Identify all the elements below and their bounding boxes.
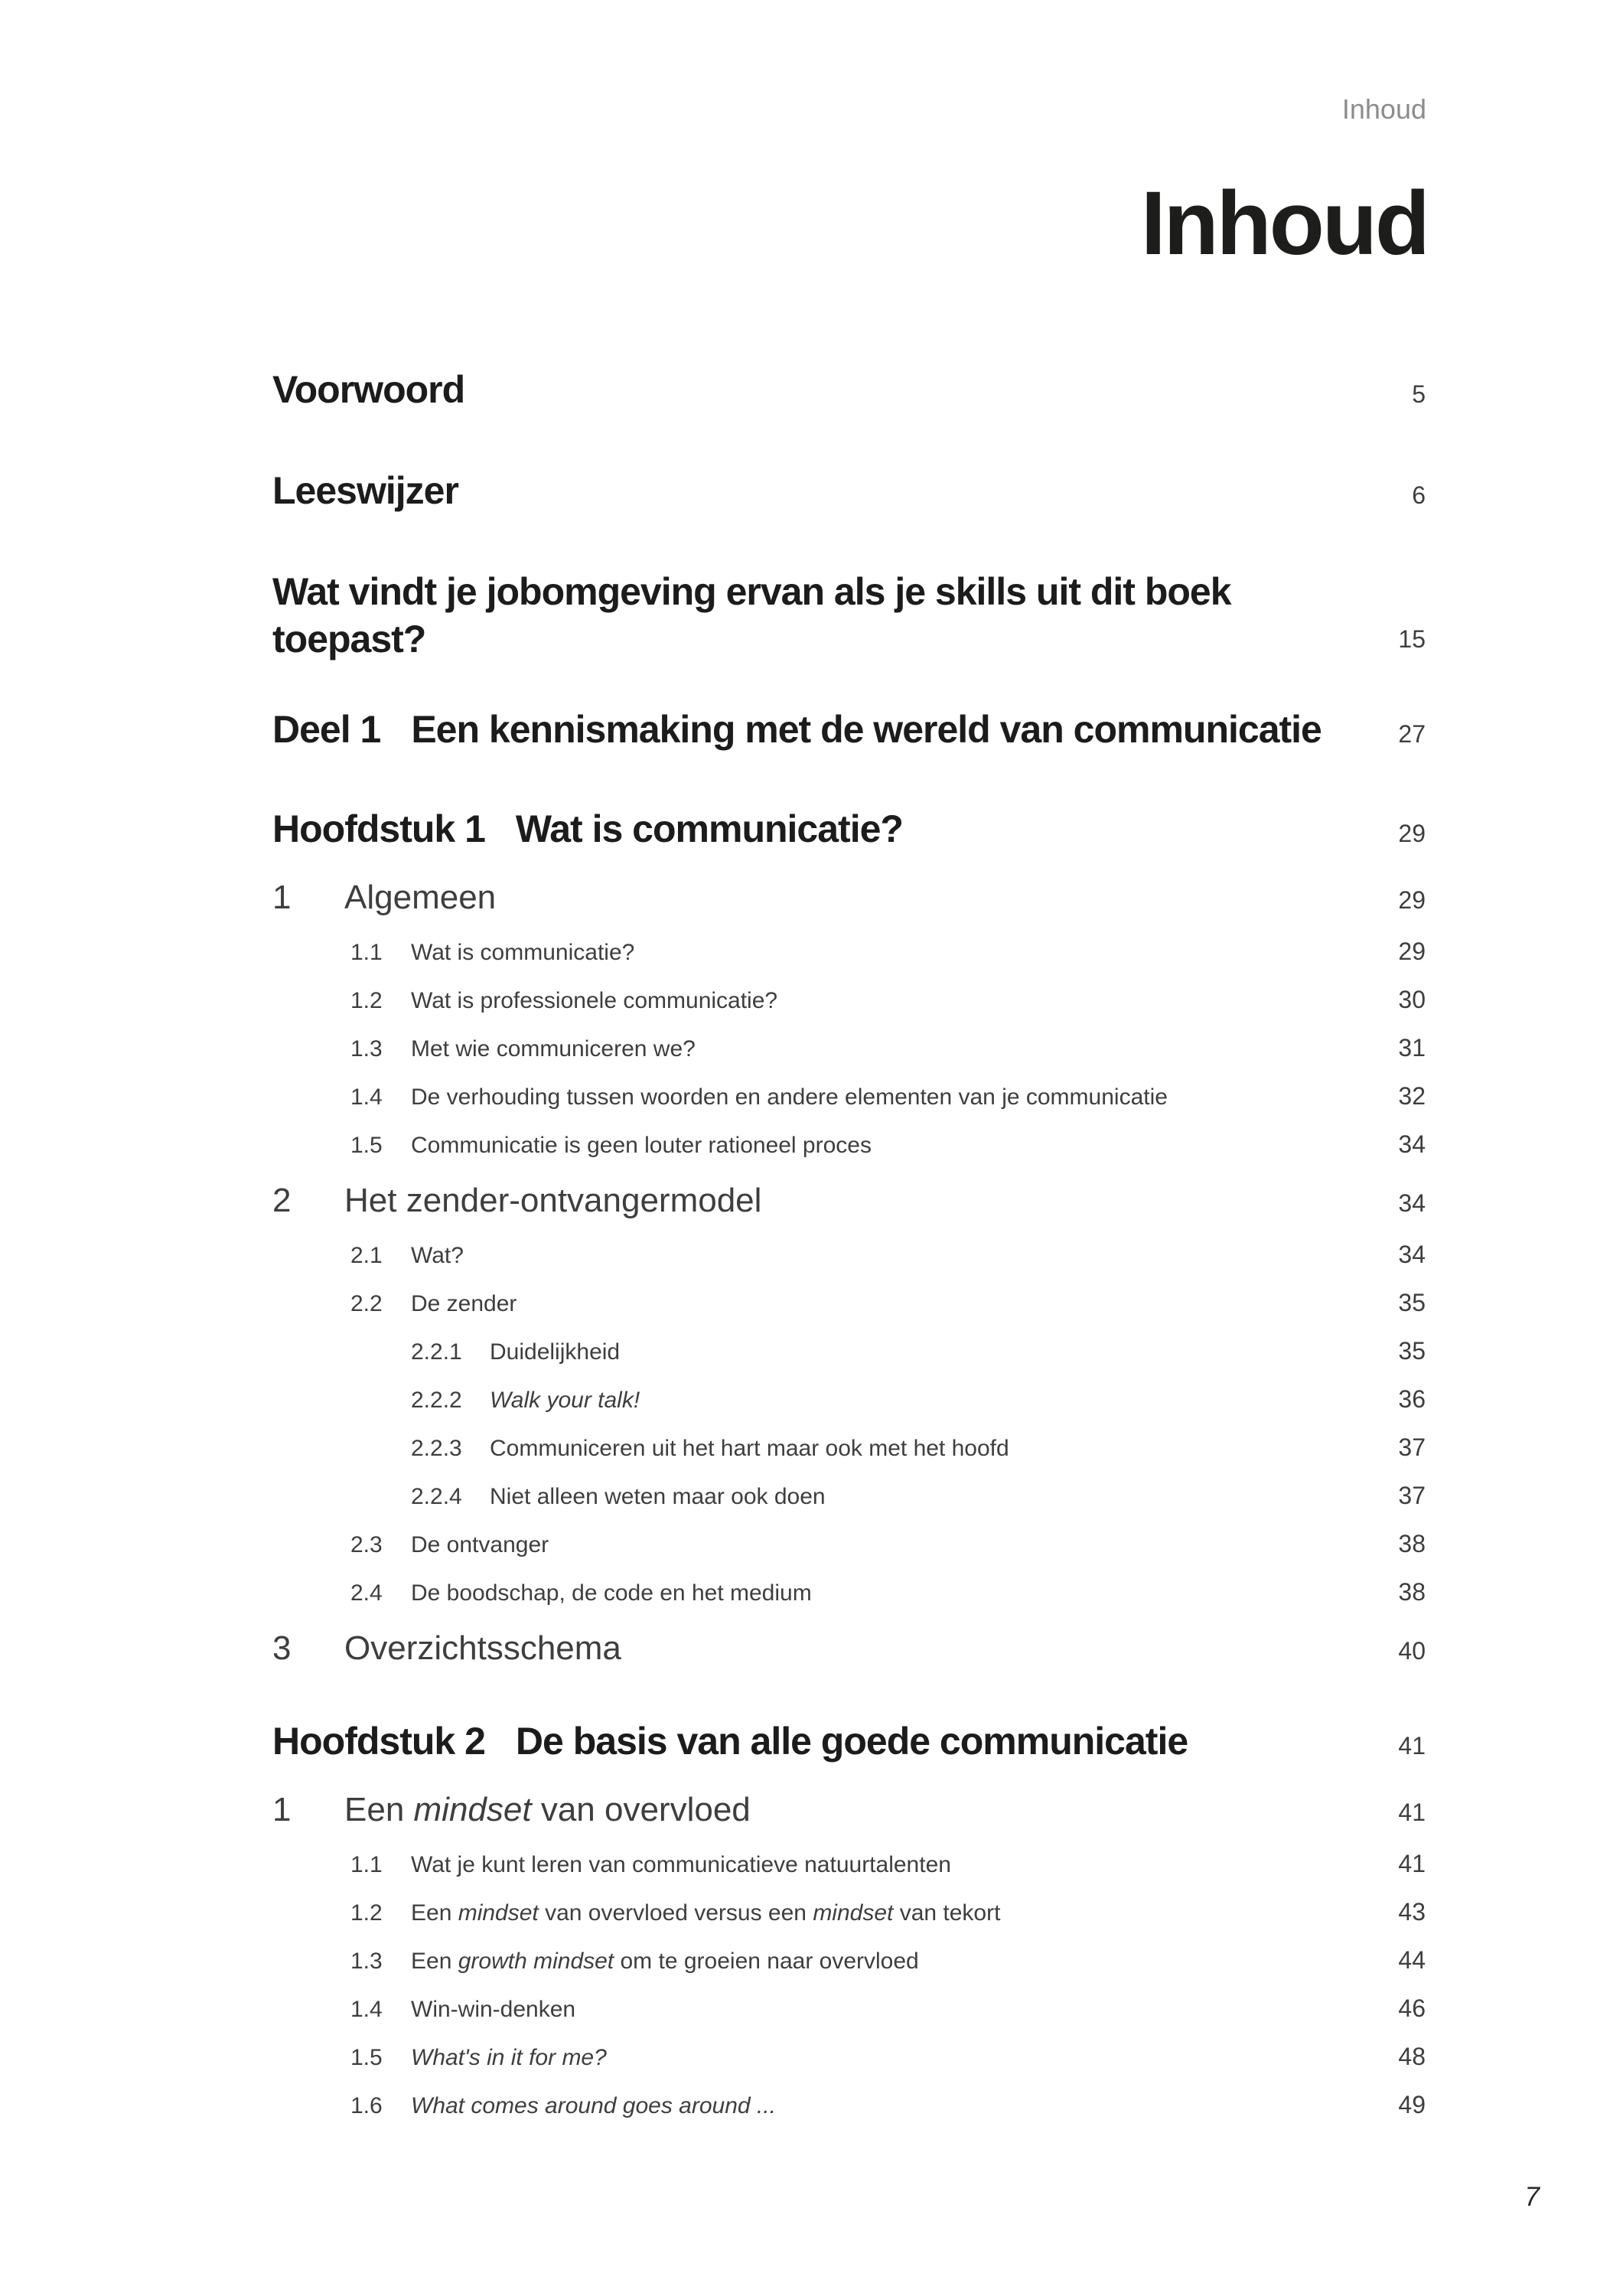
- toc-entry-title: Duidelijkheid: [490, 1339, 621, 1365]
- toc-entry: [272, 467, 1426, 519]
- toc-entry-page: 44: [1398, 1946, 1426, 1974]
- toc-entry-title: Algemeen: [344, 879, 497, 916]
- toc-entry-page: 37: [1398, 1482, 1426, 1509]
- toc-entry-page: 41: [1398, 1850, 1426, 1877]
- toc-entry: [272, 1945, 1426, 1976]
- toc-entry: [272, 1629, 1426, 1670]
- toc-entry-page: 35: [1398, 1337, 1426, 1365]
- toc-entry-title: Voorwoord: [272, 368, 465, 411]
- toc-entry-number: 1.4: [350, 1997, 383, 2022]
- toc-entry: [272, 2042, 1426, 2073]
- toc-entry-page: 38: [1398, 1530, 1426, 1557]
- toc-entry-number: Hoofdstuk 1: [272, 807, 485, 850]
- toc-entry-number: 1.2: [350, 988, 383, 1013]
- toc-entry-title: Overzichtsschema: [344, 1629, 621, 1667]
- toc-entry-number: 2.2.3: [411, 1436, 462, 1461]
- toc-entry-number: 2.2.2: [411, 1388, 462, 1413]
- toc-entry: [272, 568, 1426, 663]
- toc-entry: [272, 1130, 1426, 1160]
- toc-entry-number: 1.3: [350, 1036, 383, 1062]
- toc-entry-number: 2.2.4: [411, 1484, 462, 1509]
- toc-entry-title: Met wie communiceren we?: [411, 1036, 696, 1062]
- toc-entry: [272, 1717, 1426, 1769]
- toc-entry-number: 1: [272, 879, 292, 916]
- toc-entry-number: 1.6: [350, 2093, 383, 2118]
- toc-entry-title: Win-win-denken: [411, 1997, 576, 2022]
- toc-entry-page: 15: [1398, 625, 1426, 653]
- toc-entry-title: De basis van alle goede communicatie: [515, 1720, 1188, 1763]
- toc-entry-number: Deel 1: [272, 708, 381, 751]
- toc-entry-page: 36: [1398, 1385, 1426, 1413]
- toc-entry-page: 34: [1398, 1130, 1426, 1158]
- toc-entry-number: 2: [272, 1182, 292, 1219]
- toc-entry-title: Wat vindt je jobomgeving ervan als je skills uit dit boek toepast?: [272, 570, 1231, 660]
- toc-entry-number: 1: [272, 1791, 292, 1828]
- toc-entry: [272, 366, 1426, 418]
- toc-entry-page: 46: [1398, 1994, 1426, 2022]
- toc-entry-page: 41: [1398, 1732, 1426, 1760]
- toc-entry: [272, 1384, 1426, 1415]
- toc-entry: [272, 1182, 1426, 1222]
- toc-entry-title: De zender: [411, 1291, 517, 1316]
- toc-entry: [272, 1336, 1426, 1367]
- toc-entry: [272, 1994, 1426, 2024]
- toc-entry-number: 1.5: [350, 2045, 383, 2070]
- running-head: Inhoud: [1341, 93, 1426, 125]
- toc-entry: [272, 879, 1426, 919]
- toc-entry-number: 1.1: [350, 940, 383, 965]
- toc-entry-page: 34: [1398, 1241, 1426, 1268]
- toc-entry-page: 34: [1398, 1189, 1426, 1217]
- toc-entry-title: De verhouding tussen woorden en andere elementen van je communicatie: [411, 1084, 1168, 1110]
- toc-entry-page: 41: [1398, 1799, 1426, 1826]
- toc-entry-page: 29: [1398, 886, 1426, 914]
- toc-entry-number: 1.4: [350, 1084, 383, 1110]
- toc-entry: [272, 1433, 1426, 1463]
- toc-entry-page: 6: [1412, 481, 1426, 509]
- toc-entry-title: Wat is communicatie?: [515, 807, 903, 850]
- toc-entry-number: 2.1: [350, 1243, 383, 1268]
- toc-entry-page: 37: [1398, 1433, 1426, 1461]
- toc-entry-page: 40: [1398, 1637, 1426, 1665]
- toc-entry-title: Wat je kunt leren van communicatieve natuurtalenten: [411, 1852, 951, 1877]
- toc-entry-page: 31: [1398, 1034, 1426, 1062]
- toc-entry: [272, 2090, 1426, 2121]
- toc-entry-title: De boodschap, de code en het medium: [411, 1580, 812, 1606]
- toc-entry-number: 2.2: [350, 1291, 383, 1316]
- toc-entry-title: What's in it for me?: [411, 2045, 607, 2070]
- toc-entry-number: Hoofdstuk 2: [272, 1720, 485, 1763]
- toc-entry-page: 32: [1398, 1082, 1426, 1110]
- toc-entry-number: 1.1: [350, 1852, 383, 1877]
- toc-entry-number: 1.2: [350, 1900, 383, 1926]
- toc-entry-page: 38: [1398, 1578, 1426, 1606]
- toc-entry: [272, 706, 1426, 758]
- toc-entry-title: Een mindset van overvloed: [344, 1791, 751, 1828]
- toc-entry-title: Walk your talk!: [490, 1388, 640, 1413]
- toc-entry-title: Communiceren uit het hart maar ook met het hoofd: [490, 1436, 1009, 1461]
- toc-entry-page: 5: [1412, 380, 1426, 408]
- toc-entry: [272, 1033, 1426, 1064]
- toc-entry: [272, 1529, 1426, 1560]
- toc-entry-number: 2.4: [350, 1580, 383, 1606]
- toc-entry: [272, 1081, 1426, 1112]
- toc-entry: [272, 1849, 1426, 1880]
- page-title: Inhoud: [1140, 173, 1428, 274]
- toc-entry: [272, 805, 1426, 857]
- toc-list: [272, 366, 1426, 2121]
- toc-entry-page: 35: [1398, 1289, 1426, 1316]
- toc-entry-title: Wat is professionele communicatie?: [411, 988, 778, 1013]
- toc-entry-page: 49: [1398, 2091, 1426, 2118]
- toc-entry-title: Een kennismaking met de wereld van communicatie: [411, 708, 1322, 751]
- toc-entry-page: 30: [1398, 986, 1426, 1013]
- toc-entry-title: Een mindset van overvloed versus een mindset van tekort: [411, 1900, 1001, 1926]
- toc-entry: [272, 1897, 1426, 1928]
- toc-entry: [272, 1481, 1426, 1512]
- toc-entry-number: 2.3: [350, 1532, 383, 1557]
- toc-entry: [272, 1240, 1426, 1270]
- toc-entry: [272, 1577, 1426, 1608]
- toc-entry-title: What comes around goes around ...: [411, 2093, 776, 2118]
- toc-entry-title: De ontvanger: [411, 1532, 549, 1557]
- toc-entry-number: 1.3: [350, 1949, 383, 1974]
- toc-entry-page: 27: [1398, 720, 1426, 748]
- toc-entry-page: 29: [1398, 938, 1426, 965]
- toc-entry-title: Wat?: [411, 1243, 464, 1268]
- toc-entry-page: 29: [1398, 820, 1426, 847]
- toc-entry-title: Wat is communicatie?: [411, 940, 635, 965]
- toc-entry-title: Communicatie is geen louter rationeel proces: [411, 1133, 872, 1158]
- toc-entry: [272, 1791, 1426, 1831]
- toc-entry-number: 3: [272, 1629, 292, 1667]
- toc-entry-title: Leeswijzer: [272, 469, 458, 512]
- toc-entry: [272, 937, 1426, 967]
- toc-entry-title: Een growth mindset om te groeien naar overvloed: [411, 1949, 919, 1974]
- footer-page-number: 7: [1524, 2182, 1540, 2212]
- toc-entry-number: 2.2.1: [411, 1339, 462, 1365]
- toc-entry-title: Niet alleen weten maar ook doen: [490, 1484, 826, 1509]
- toc-entry: [272, 985, 1426, 1016]
- toc-entry: [272, 1288, 1426, 1319]
- toc-entry-number: 1.5: [350, 1133, 383, 1158]
- toc-entry-title: Het zender-ontvangermodel: [344, 1182, 762, 1219]
- toc-entry-page: 43: [1398, 1898, 1426, 1926]
- toc-entry-page: 48: [1398, 2043, 1426, 2070]
